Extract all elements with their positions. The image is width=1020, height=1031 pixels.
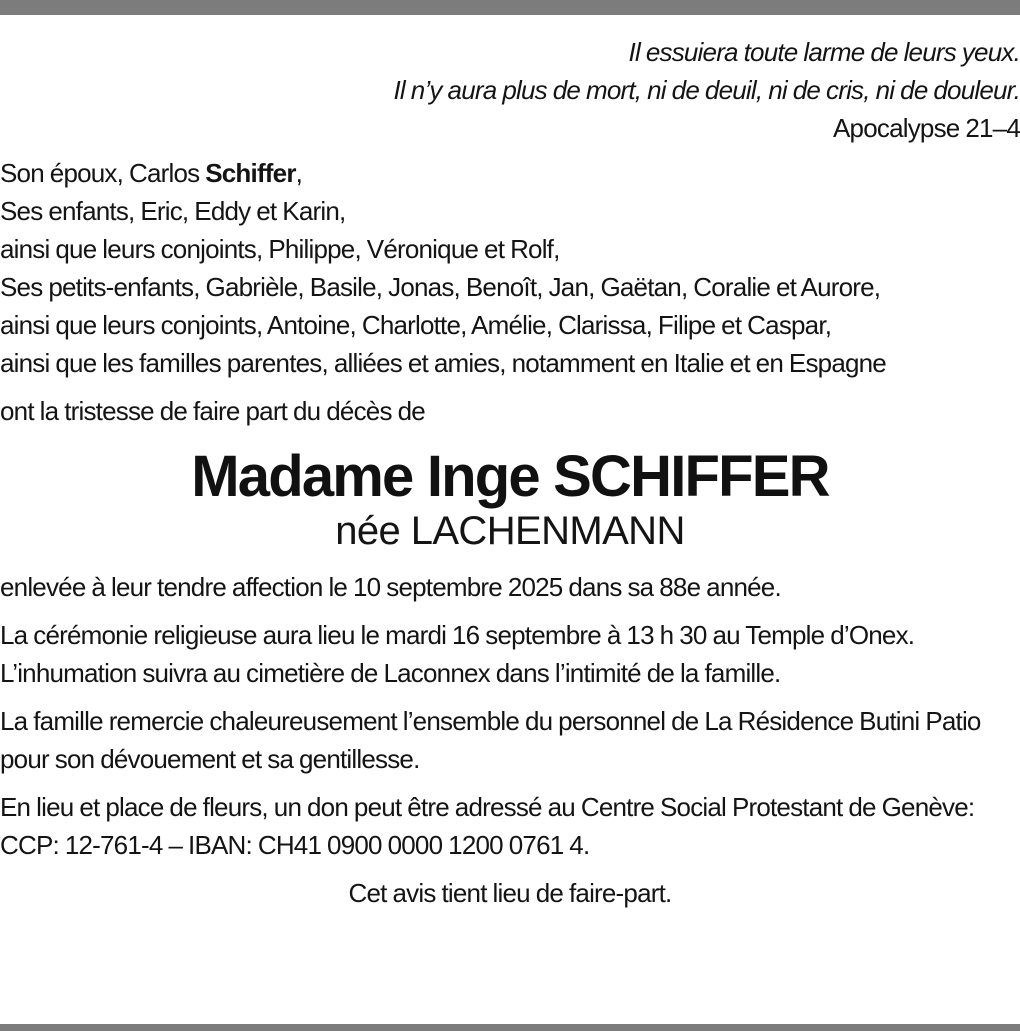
quote-line-2: Il n’y aura plus de mort, ni de deuil, ni de cris, ni de douleur. — [393, 75, 1020, 105]
quote-line-1: Il essuiera toute larme de leurs yeux. — [628, 37, 1020, 67]
spouse-surname: Schiffer — [205, 158, 296, 188]
death-notice: enlevée à leur tendre affection le 10 septembre 2025 dans sa 88e année. — [0, 572, 781, 602]
spouse-prefix: Son époux, Carlos — [0, 158, 206, 188]
top-rule — [0, 0, 1020, 15]
spouse-line — [0, 154, 1020, 192]
birth-name: née LACHENMANN — [335, 509, 685, 553]
deceased-block — [0, 446, 1020, 554]
spouse-suffix: , — [295, 158, 303, 188]
children-line: Ses enfants, Eric, Eddy et Karin, — [0, 196, 346, 226]
announcement-text: ont la tristesse de faire part du décès de — [0, 396, 425, 426]
quote-reference: Apocalypse 21–4 — [833, 113, 1020, 143]
donation-info: En lieu et place de fleurs, un don peut être adressé au Centre Social Protestant de Genève: CCP: 12-761-4 – IBAN: CH41 0900 0000 1200 0761 4. — [0, 792, 975, 860]
thanks-text: La famille remercie chaleureusement l’ensemble du personnel de La Résidence Butini Patio pour son dévouement et sa gentillesse. — [0, 706, 981, 774]
ceremony-info: La cérémonie religieuse aura lieu le mardi 16 septembre à 13 h 30 au Temple d’Onex. — [0, 620, 915, 650]
children-spouses-line: ainsi que leurs conjoints, Philippe, Véronique et Rolf, — [0, 234, 560, 264]
burial-info: L’inhumation suivra au cimetière de Laconnex dans l’intimité de la famille. — [0, 658, 781, 688]
bottom-rule — [0, 1024, 1020, 1031]
bible-quote — [0, 33, 1020, 147]
grandchildren-line: Ses petits-enfants, Gabrièle, Basile, Jonas, Benoît, Jan, Gaëtan, Coralie et Aurore, — [0, 272, 881, 302]
relatives-line: ainsi que les familles parentes, alliées et amies, notamment en Italie et en Espagne — [0, 348, 886, 378]
deceased-name: Madame Inge SCHIFFER — [191, 444, 829, 509]
obituary-notice — [0, 33, 1020, 912]
family-list — [0, 154, 1020, 382]
grandchildren-spouses-line: ainsi que leurs conjoints, Antoine, Charlotte, Amélie, Clarissa, Filipe et Caspar, — [0, 310, 832, 340]
closing-note: Cet avis tient lieu de faire-part. — [348, 878, 672, 908]
